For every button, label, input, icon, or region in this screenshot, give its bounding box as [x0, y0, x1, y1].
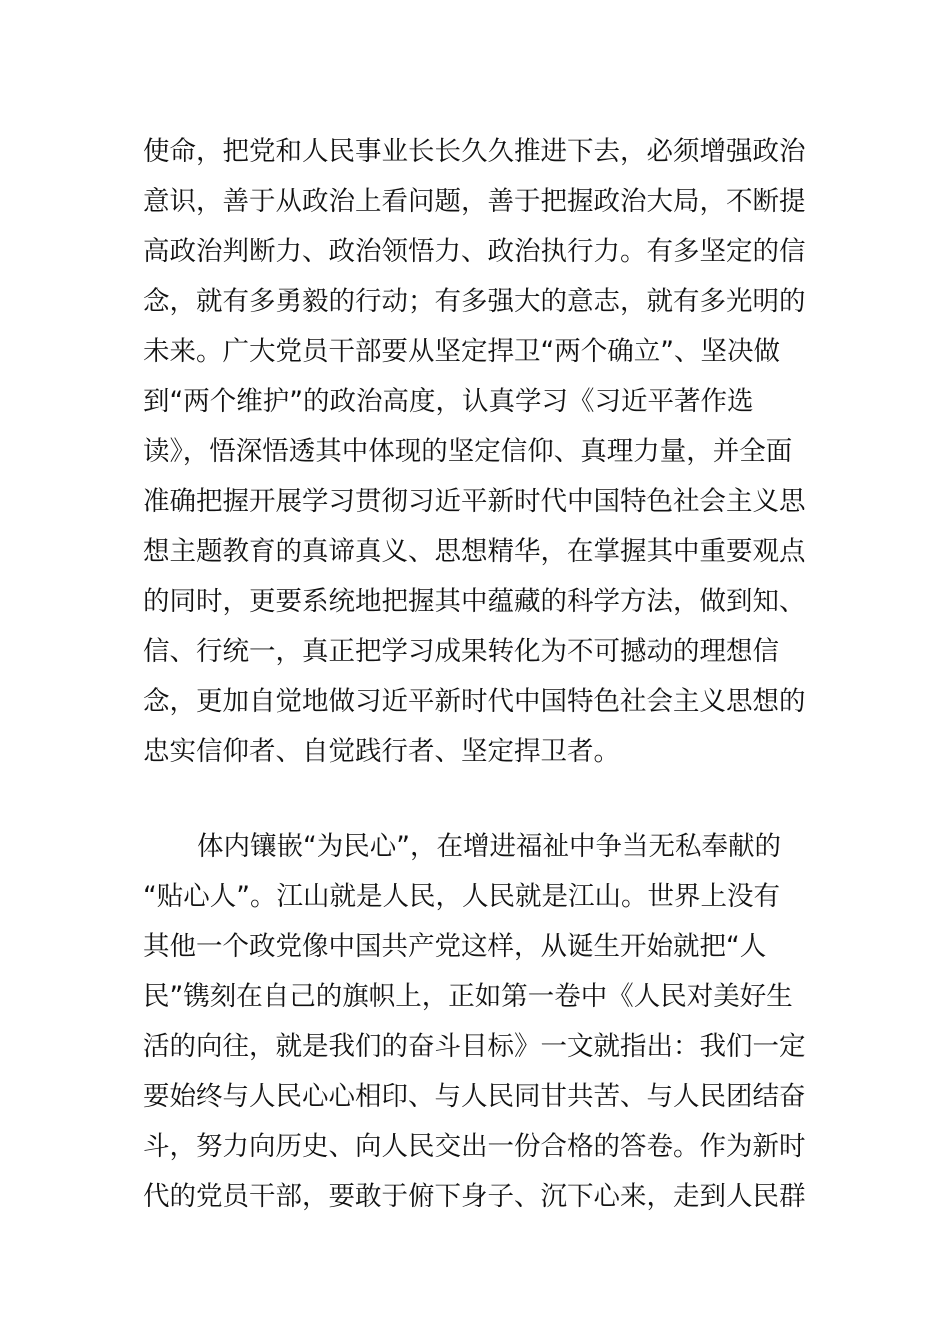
paragraph-1: [143, 127, 823, 777]
text-line: 念，就有多勇毅的行动；有多强大的意志，就有多光明的: [143, 286, 806, 317]
text-line: 的同时，更要系统地把握其中蕴藏的科学方法，做到知、: [143, 586, 806, 617]
text-line: 高政治判断力、政治领悟力、政治执行力。有多坚定的信: [143, 236, 806, 267]
paragraph-2: [143, 822, 823, 1222]
text-line: 忠实信仰者、自觉践行者、坚定捍卫者。: [143, 736, 620, 767]
text-line: 准确把握开展学习贯彻习近平新时代中国特色社会主义思: [143, 486, 806, 517]
text-line: 使命，把党和人民事业长长久久推进下去，必须增强政治: [143, 136, 806, 167]
text-line: 念，更加自觉地做习近平新时代中国特色社会主义思想的: [143, 686, 806, 717]
text-line: 意识，善于从政治上看问题，善于把握政治大局，不断提: [143, 186, 806, 217]
text-line: 信、行统一，真正把学习成果转化为不可撼动的理想信: [143, 636, 779, 667]
text-line: 要始终与人民心心相印、与人民同甘共苦、与人民团结奋: [143, 1081, 806, 1112]
text-line: 代的党员干部，要敢于俯下身子、沉下心来，走到人民群: [143, 1181, 806, 1212]
text-line: 想主题教育的真谛真义、思想精华，在掌握其中重要观点: [143, 536, 806, 567]
text-line: 未来。广大党员干部要从坚定捍卫“两个确立”、坚决做: [143, 336, 780, 367]
text-line: 民”镌刻在自己的旗帜上，正如第一卷中《人民对美好生: [143, 981, 793, 1012]
text-line: 其他一个政党像中国共产党这样，从诞生开始就把“人: [143, 931, 767, 962]
text-line: 到“两个维护”的政治高度，认真学习《习近平著作选: [143, 386, 754, 417]
text-line: 读》，悟深悟透其中体现的坚定信仰、真理力量，并全面: [143, 436, 793, 467]
text-line-first: 体内镶嵌“为民心”，在增进福祉中争当无私奉献的: [197, 831, 781, 862]
text-line: 活的向往，就是我们的奋斗目标》一文就指出：我们一定: [143, 1031, 806, 1062]
text-line: “贴心人”。江山就是人民，人民就是江山。世界上没有: [143, 881, 780, 912]
text-line: 斗，努力向历史、向人民交出一份合格的答卷。作为新时: [143, 1131, 806, 1162]
